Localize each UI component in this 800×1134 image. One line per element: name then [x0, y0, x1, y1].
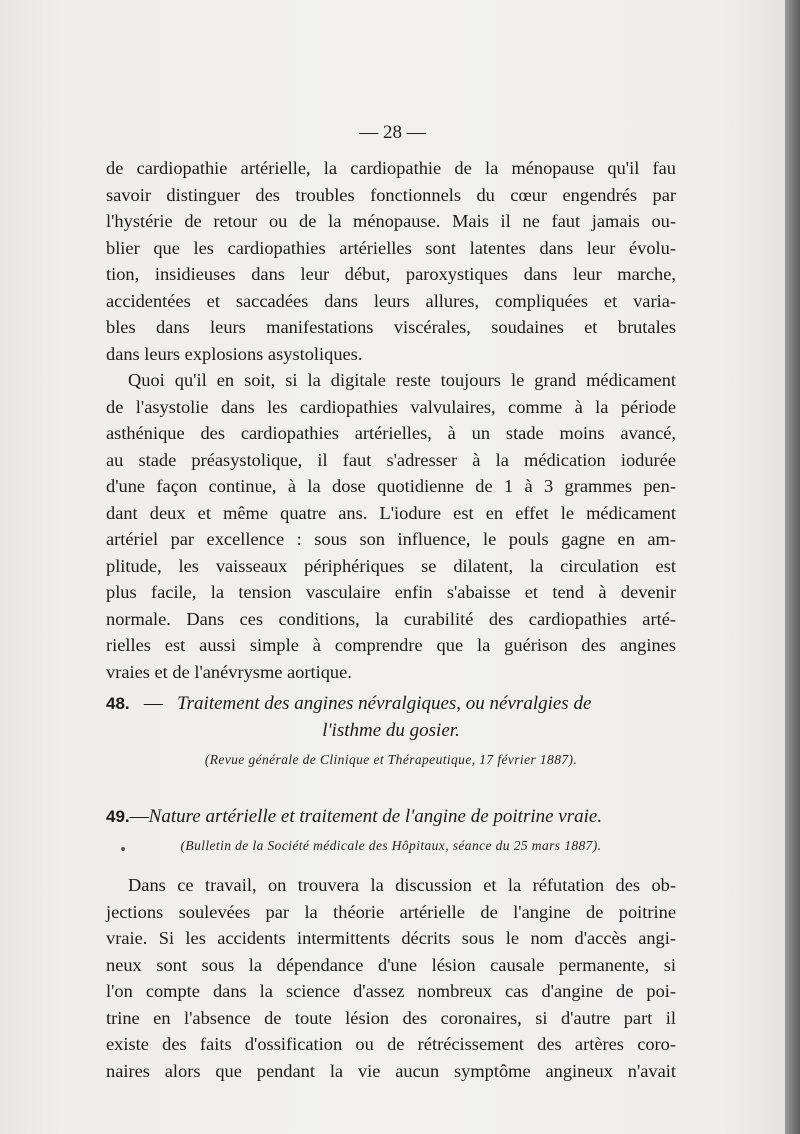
- entry-title-continued: l'isthme du gosier.: [322, 720, 460, 741]
- page-edge-shadow: [785, 0, 800, 1134]
- text-line: bles dans leurs manifestations viscérales, soudaines et brutales: [106, 317, 676, 337]
- text-line: plitude, les vaisseaux périphériques se dilatent, la circulation est: [106, 555, 676, 576]
- text-line: vraie. Si les accidents intermittents décrits sous le nom d'accès angi-: [106, 928, 676, 948]
- text-line: savoir distinguer des troubles fonctionnels du cœur engendrés par: [106, 184, 676, 205]
- entry-title: Traitement des angines névralgiques, ou névralgies de: [177, 693, 592, 714]
- text-line: l'hystérie de retour ou de la ménopause. Mais il ne faut jamais ou-: [106, 211, 676, 231]
- text-line: l'on compte dans la science d'assez nombreux cas d'angine de poi-: [106, 981, 676, 1001]
- text-line: dans leurs explosions asystoliques.: [106, 343, 363, 364]
- entry-48-source: (Revue générale de Clinique et Thérapeutique, 17 février 1887).: [204, 752, 578, 767]
- text-line: Quoi qu'il en soit, si la digitale reste toujours le grand médicament: [128, 370, 676, 390]
- text-line: de l'asystolie dans les cardiopathies valvulaires, comme à la période: [106, 396, 676, 417]
- text-line: jections soulevées par la théorie artérielle de l'angine de poitrine: [106, 901, 676, 922]
- text-line: vraies et de l'anévrysme aortique.: [106, 661, 352, 682]
- text-line: trine en l'absence de toute lésion des coronaires, si d'autre part il: [106, 1007, 676, 1028]
- page-number: — 28 —: [359, 122, 426, 143]
- text-line: tion, insidieuses dans leur début, paroxystiques dans leur marche,: [106, 264, 676, 284]
- paragraph-2: [106, 367, 676, 685]
- entry-dash: —: [143, 693, 163, 714]
- text-line: Dans ce travail, on trouvera la discussion et la réfutation des ob-: [128, 875, 676, 895]
- text-line: dant deux et même quatre ans. L'iodure est en effet le médicament: [106, 502, 676, 523]
- text-line: plus facile, la tension vasculaire enfin s'abaisse et tend à devenir: [106, 582, 676, 602]
- paragraph-1: [106, 155, 676, 367]
- text-line: de cardiopathie artérielle, la cardiopathie de la ménopause qu'il fau: [106, 158, 676, 178]
- entry-number: 49.: [106, 807, 130, 826]
- text-line: d'une façon continue, à la dose quotidienne de 1 à 3 grammes pen-: [106, 476, 676, 496]
- entry-49-heading: [106, 803, 676, 830]
- text-line: blier que les cardiopathies artérielles sont latentes dans leur évolu-: [106, 237, 676, 258]
- entry-title: Nature artérielle et traitement de l'angine de poitrine vraie.: [148, 806, 603, 827]
- entry-48-heading: [106, 690, 676, 744]
- text-line: asthénique des cardiopathies artérielles, à un stade moins avancé,: [106, 423, 676, 443]
- entry-49-source: (Bulletin de la Société médicale des Hôpitaux, séance du 25 mars 1887).: [180, 838, 602, 853]
- text-line: neux sont sous la dépendance d'une lésion causale permanente, si: [106, 954, 676, 975]
- text-line: artériel par excellence : sous son influence, le pouls gagne en am-: [106, 529, 676, 549]
- text-line: normale. Dans ces conditions, la curabilité des cardiopathies arté-: [106, 608, 676, 629]
- text-line: existe des faits d'ossification ou de rétrécissement des artères coro-: [106, 1034, 676, 1054]
- text-line: rielles est aussi simple à comprendre que la guérison des angines: [106, 635, 676, 655]
- paragraph-3: [106, 872, 676, 1084]
- entry-number: 48.: [106, 694, 130, 713]
- text-line: accidentées et saccadées dans leurs allures, compliquées et varia-: [106, 290, 676, 311]
- text-line: au stade préasystolique, il faut s'adresser à la médication iodurée: [106, 449, 676, 470]
- text-line: naires alors que pendant la vie aucun symptôme angineux n'avait: [106, 1060, 676, 1081]
- entry-dash: —: [129, 806, 149, 827]
